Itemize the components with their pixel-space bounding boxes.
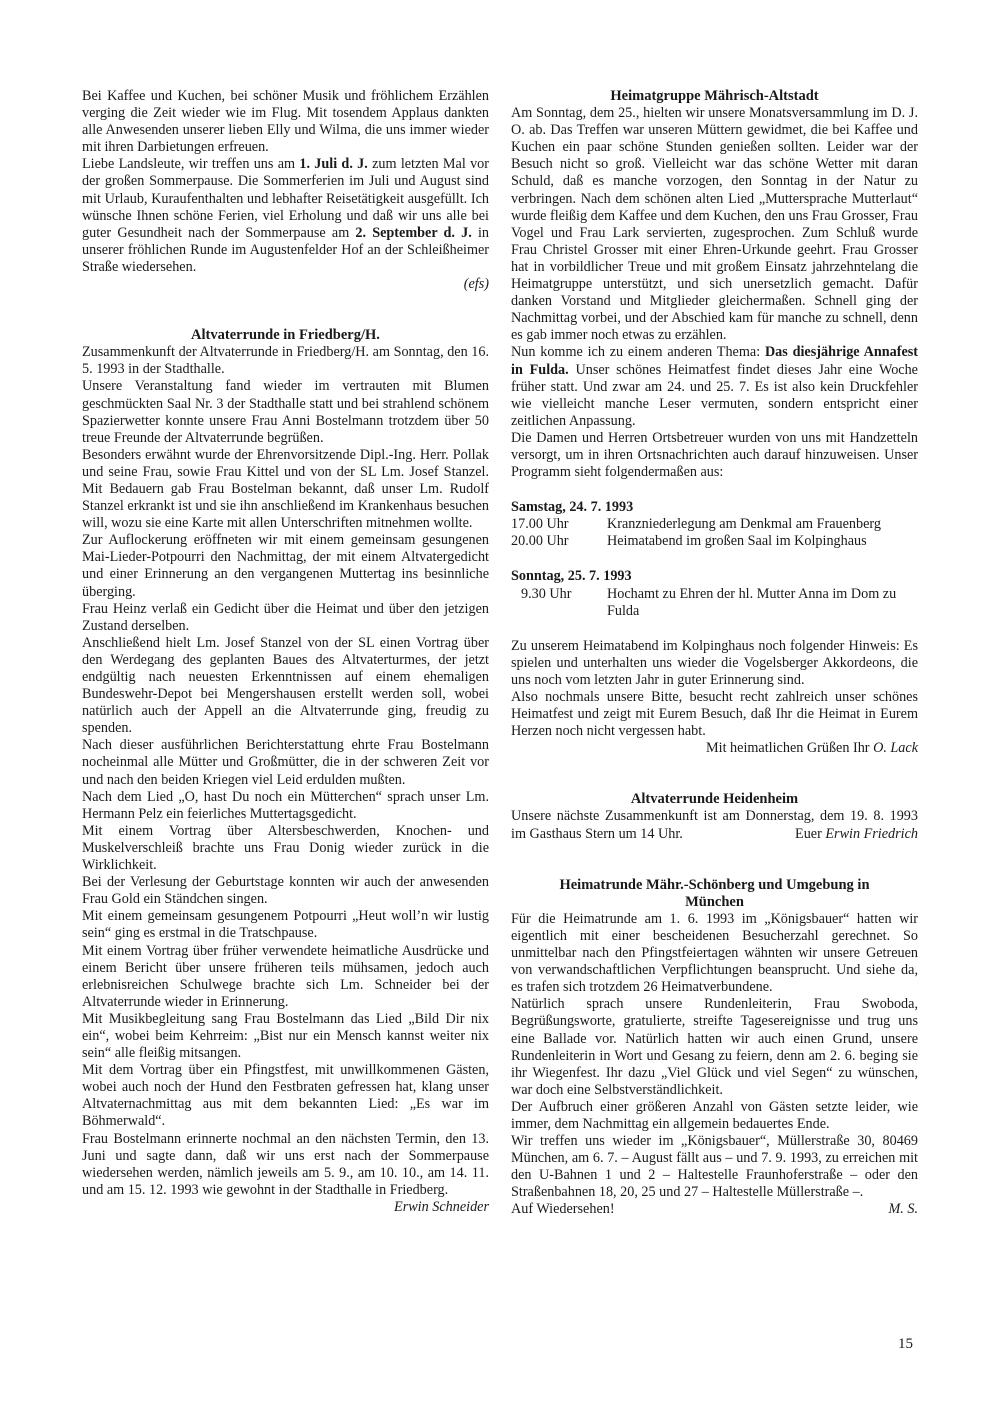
friedberg-article <box>82 344 489 1215</box>
article-paragraph: Zusammenkunft der Altvaterrunde in Friedberg/H. am Sonntag, den 16. 5. 1993 in der Stadthalle. <box>82 344 489 378</box>
article-paragraph: Zur Auflockerung eröffneten wir mit einem gemeinsam gesungenen Mai-Lieder-Potpourri den Nachmittag, der mit einem Altvatergedicht und einer Erinnerung an den vergangenen Muttertag ins besinnliche überging. <box>82 532 489 600</box>
article-paragraph: Mit einem gemeinsam gesungenem Potpourri „Heut woll’n wir lustig sein“ ging es erstmal in die Tratschpause. <box>82 908 489 942</box>
left-column <box>82 88 489 1216</box>
article-paragraph: Unsere Veranstaltung fand wieder im vertrauten mit Blumen geschmückten Saal Nr. 3 der Stadthalle statt und bei strahlend schönem Spazierwetter konnte unsere Frau Anni Bostelmann trotzdem über 50 treue Freunde der Altvaterrunde begrüßen. <box>82 378 489 446</box>
schedule-row: 17.00 Uhr Kranzniederlegung am Denkmal am Frauenberg <box>511 516 881 533</box>
schoenberg-closing: Auf Wiedersehen! M. S. <box>511 1201 918 1218</box>
article-paragraph: Nach dieser ausführlichen Berichterstattung ehrte Frau Bostelmann nocheinmal alle Mütter und Großmütter, die in der schweren Zeit vor und nach den beiden Kriegen viel Leid erdulden mußten. <box>82 737 489 788</box>
altstadt-paragraph-3: Die Damen und Herren Ortsbetreuer wurden von uns mit Handzetteln versorgt, um in ihren Ortsnachrichten auch darauf hinzuweisen. Unser Programm sieht folgendermaßen aus: <box>511 429 918 481</box>
altstadt-closing: Mit heimatlichen Grüßen Ihr O. Lack <box>706 740 918 757</box>
schedule-row: 9.30 Uhr Hochamt zu Ehren der hl. Mutter Anna im Dom zu Fulda <box>521 585 897 619</box>
article-last-paragraph: Frau Bostelmann erinnerte nochmal an den nächsten Termin, den 13. Juni und sagte dann, daß wir uns erst nach der Sommerpause wiedersehen werden, nämlich jeweils am 5. 9., am 10. 10., am 14. 11. und am 15. 12. 1993 wie gewohnt in der Stadthalle in Friedberg. Erwin Schneider <box>82 1130 489 1215</box>
article-paragraph: Wir treffen uns wieder im „Königsbauer“, Müllerstraße 30, 80469 München, am 6. 7. – August fällt aus – und 7. 9. 1993, zu erreichen mit den U-Bahnen 1 und 2 – Haltestelle Fraunhoferstraße – oder den Straßenbahnen 18, 20, 25 und 27 – Haltestelle Müllerstraße –. <box>511 1133 918 1201</box>
article-paragraph: Mit einem Vortrag über früher verwendete heimatliche Ausdrücke und einem Bericht über unsere früheren teils mühsamen, jedoch auch erlebnisreichen Schulwege brachte sich Lm. Schneider bei der Altvaterrunde wieder in Erinnerung. <box>82 942 489 1010</box>
article-paragraph: Besonders erwähnt wurde der Ehrenvorsitzende Dipl.-Ing. Herr. Pollak und seine Frau, sowie Frau Kittel und von der SL Lm. Josef Stanzel. Mit Bedauern gab Frau Bostelman bekannt, daß unser Lm. Rudolf Stanzel erkrankt ist und sie ihn anschließend im Krankenhaus besuchen will, wozu sie eine Karte mit allen Unterschriften mitnehmen wollte. <box>82 446 489 532</box>
article-paragraph: Mit einem Vortrag über Altersbeschwerden, Knochen- und Muskelverschleiß brachte uns Frau Donig wieder zurück in die Wirklichkeit. <box>82 822 489 874</box>
schoenberg-signature: M. S. <box>888 1201 918 1218</box>
heidenheim-signature: Euer Erwin Friedrich <box>795 825 918 842</box>
intro-paragraph-2: Liebe Landsleute, wir treffen uns am 1. Juli d. J. zum letzten Mal vor der großen Sommerpause. Die Sommerferien im Juli und August sind mit Urlaub, Kuraufenthalten und lebhafter Reisetätigkeit ausgefüllt. Ich wünsche Ihnen schöne Ferien, viel Erholung und daß wir uns alle bei guter Gesundheit nach der Sommerpause am 2. September d. J. in unserer fröhlichen Runde im Augustenfelder Hof an der Schleißheimer Straße wiedersehen. <box>82 156 489 275</box>
altstadt-paragraph-1: Am Sonntag, dem 25., hielten wir unsere Monatsversammlung im D. J. O. ab. Das Treffen war unseren Müttern gewidmet, die bei Kaffee und Kuchen ein paar schöne Stunden genießen sollten. Leider war der Besuch nicht so groß. Vielleicht war das schöne Wetter mit daran Schuld, daß es manche vorzogen, den Sonntag in der Natur zu verbringen. Nach dem schönen alten Lied „Muttersprache Mutterlaut“ wurde fleißig dem Kaffee und dem Kuchen, den uns Frau Grosser, Frau Vogel und Frau Lark servierten, zugesprochen. Zum Schluß wurde Frau Christel Grosser mit einer Ehren-Urkunde geehrt. Frau Grosser hat in vorbildlicher Treue und mit großem Einsatz jahrzehntelang die Heimatgruppe unterstützt, und sich unersetzlich gemacht. Dafür danken Vorstand und Mitglieder gleichermaßen. Schnell ging der Nachmittag vorbei, und der Abschied kam für manche zu schnell, denn es gab immer noch etwas zu erzählen. <box>511 105 918 344</box>
page-number: 15 <box>898 1336 913 1352</box>
intro-paragraph-1: Bei Kaffee und Kuchen, bei schöner Musik und fröhlichem Erzählen verging die Zeit wieder wie im Flug. Mit tosendem Applaus dankten alle Anwesenden unserer lieben Elly und Wilma, die uns immer wieder mit ihren Darbietungen erfreuen. <box>82 88 489 156</box>
article-paragraph: Der Aufbruch einer größeren Anzahl von Gästen setzte leider, wie immer, dem Nachmittag ein allgemein bedauertes Ende. <box>511 1098 918 1132</box>
article-paragraph: Mit Musikbegleitung sang Frau Bostelmann das Lied „Bild Dir nix ein“, wobei beim Kehrreim: „Bist nur ein Mensch kannst weiter nix sein“ alle fleißig mitsangen. <box>82 1010 489 1062</box>
heidenheim-title: Altvaterrunde Heidenheim <box>630 791 799 808</box>
article-paragraph: Für die Heimatrunde am 1. 6. 1993 im „Königsbauer“ hatten wir eigentlich mit einer bescheidenen Besucherzahl gerechnet. So unmittelbar nach den Pfingstfeiertagen wähnten wir unsere Getreuen von verwandschaftlichen Verpflichtungen beansprucht. Und siehe da, es trafen sich trotzdem 26 Heimatverbundene. <box>511 910 918 996</box>
altstadt-title: Heimatgruppe Mährisch-Altstadt <box>610 88 819 104</box>
article-paragraph: Frau Heinz verlaß ein Gedicht über die Heimat und über den jetzigen Zustand derselben. <box>82 600 489 634</box>
program-day-2: Sonntag, 25. 7. 1993 <box>511 568 632 585</box>
article-paragraph: Bei der Verlesung der Geburtstage konnten wir auch der anwesenden Frau Gold ein Ständchen singen. <box>82 874 489 908</box>
schoenberg-title: Heimatrunde Mähr.-Schönberg und Umgebung in München <box>559 876 870 910</box>
altstadt-paragraph-5: Also nochmals unsere Bitte, besucht recht zahlreich unser schönes Heimatfest und zeigt mit Eurem Besuch, daß Ihr die Heimat in Eurem Herzen noch nicht vergessen habt. <box>511 689 918 740</box>
friedberg-title: Altvaterrunde in Friedberg/H. <box>191 327 380 344</box>
article-paragraph: Nach dem Lied „O, hast Du noch ein Mütterchen“ sprach unser Lm. Hermann Pelz ein feierliches Muttertagsgedicht. <box>82 788 489 822</box>
program-day-1: Samstag, 24. 7. 1993 <box>511 499 634 516</box>
article-paragraph: Natürlich sprach unsere Rundenleiterin, Frau Swoboda, Begrüßungsworte, gratulierte, streifte Tagesereignisse und trug uns eine Ballade vor. Natürlich hatten wir auch einen Grund, unsere Rundenleiterin in Wort und Gesang zu feiern, denn am 2. 6. beging sie ihr Wiegenfest. Ihr dazu „Viel Glück und viel Segen“ zu wünschen, war doch eine Selbstverständlichkeit. <box>511 996 918 1098</box>
right-column <box>511 88 918 1219</box>
altstadt-paragraph-4: Zu unserem Heimatabend im Kolpinghaus noch folgender Hinweis: Es spielen und unterhalten uns wieder die Vogelsberger Akkordeons, die uns noch vom letzten Jahr in guter Erinnerung sind. <box>511 637 918 688</box>
article-paragraph: Mit dem Vortrag über ein Pfingstfest, mit unwillkommenen Gästen, wobei auch noch der Hund den Festbraten gefressen hat, klang unser Altvaternachmittag aus mit dem bekannten Lied: „Es war im Böhmerwald“. <box>82 1062 489 1130</box>
altstadt-paragraph-2: Nun komme ich zu einem anderen Thema: Das diesjährige Annafest in Fulda. Unser schönes Heimatfest findet dieses Jahr eine Woche früher statt. Und zwar am 24. und 25. 7. Es ist also kein Druckfehler wie vielleicht manche Leser vermuten, sondern entspricht einer zeitlichen Anpassung. <box>511 344 918 429</box>
article-paragraph: Anschließend hielt Lm. Josef Stanzel von der SL einen Vortrag über den Werdegang des geplanten Baues des Altvaterturmes, der jetzt endgültig nach neuesten Erkenntnissen auf einem ehemaligen Bundeswehr-Depot bei Mengershausen erstellt werden soll, wobei natürlich auch der Appell an die Altvaterrunde ging, freudig zu spenden. <box>82 634 489 737</box>
friedberg-signature: Erwin Schneider <box>394 1198 489 1215</box>
heidenheim-text: Unsere nächste Zusammenkunft ist am Donnerstag, dem 19. 8. 1993 im Gasthaus Stern um 14 Uhr. Euer Erwin Friedrich <box>511 808 918 842</box>
schedule-row: 20.00 Uhr Heimatabend im großen Saal im Kolpinghaus <box>511 533 867 550</box>
intro-signature: (efs) <box>463 276 489 293</box>
